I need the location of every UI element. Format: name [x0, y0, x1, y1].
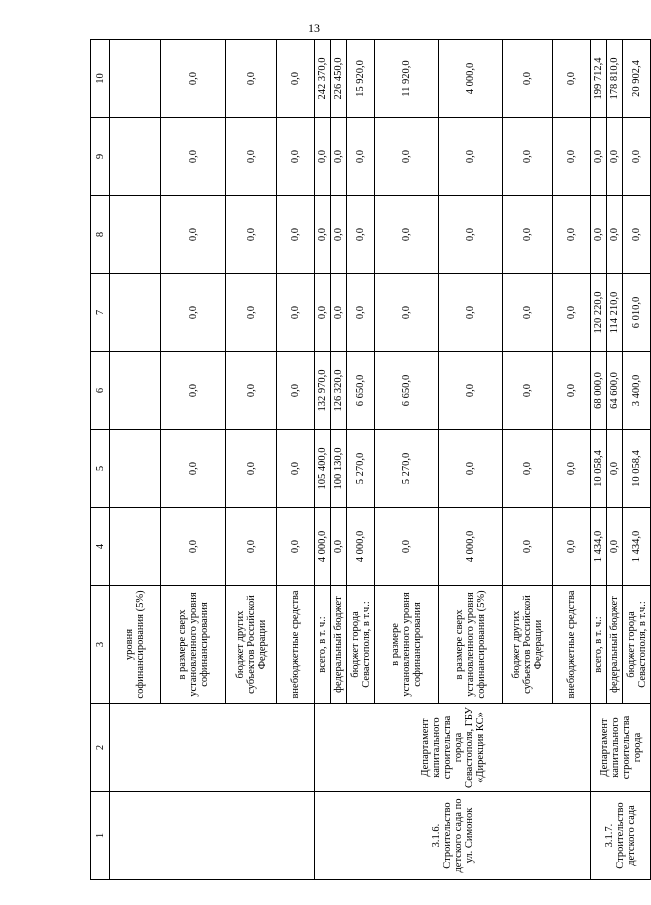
amount-cell: 0,0 [503, 430, 553, 508]
funding-source: бюджет других субъектов Российской Федерации [226, 586, 277, 704]
blank-cell [110, 704, 315, 792]
amount-cell: 0,0 [347, 274, 375, 352]
amount-cell: 0,0 [503, 274, 553, 352]
funding-source: в размере установленного уровня софинансирования [375, 586, 439, 704]
column-number: 4 [91, 508, 110, 586]
amount-cell: 105 400,0 [315, 430, 331, 508]
amount-cell: 0,0 [503, 118, 553, 196]
blank-cell [110, 792, 315, 880]
funding-source: федеральный бюджет [331, 586, 347, 704]
amount-cell: 1 434,0 [623, 508, 651, 586]
amount-cell: 0,0 [226, 40, 277, 118]
funding-source: бюджет города Севастополя, в т.ч.: [347, 586, 375, 704]
amount-cell: 0,0 [553, 196, 591, 274]
amount-cell: 0,0 [161, 274, 226, 352]
amount-cell: 199 712,4 [591, 40, 607, 118]
amount-cell: 0,0 [347, 196, 375, 274]
amount-cell: 6 650,0 [375, 352, 439, 430]
amount-cell: 0,0 [503, 40, 553, 118]
amount-cell [110, 274, 161, 352]
budget-table [90, 39, 651, 880]
amount-cell: 0,0 [375, 118, 439, 196]
column-number: 5 [91, 430, 110, 508]
amount-cell: 0,0 [226, 118, 277, 196]
amount-cell: 0,0 [553, 430, 591, 508]
amount-cell [110, 118, 161, 196]
amount-cell: 5 270,0 [347, 430, 375, 508]
funding-source: федеральный бюджет [607, 586, 623, 704]
amount-cell: 68 000,0 [591, 352, 607, 430]
amount-cell: 0,0 [553, 40, 591, 118]
amount-cell: 4 000,0 [439, 40, 503, 118]
amount-cell: 0,0 [161, 352, 226, 430]
column-number: 2 [91, 704, 110, 792]
amount-cell: 0,0 [607, 196, 623, 274]
measure-name: 3.1.6. Строительство детского сада по ул. Симонок [315, 792, 591, 880]
amount-cell [110, 430, 161, 508]
amount-cell: 0,0 [439, 118, 503, 196]
amount-cell: 0,0 [503, 352, 553, 430]
funding-source: бюджет других субъектов Российской Федерации [503, 586, 553, 704]
amount-cell: 242 370,0 [315, 40, 331, 118]
amount-cell: 0,0 [439, 274, 503, 352]
column-number: 7 [91, 274, 110, 352]
funding-source: внебюджетные средства [553, 586, 591, 704]
amount-cell: 4 000,0 [347, 508, 375, 586]
amount-cell: 10 058,4 [623, 430, 651, 508]
column-number: 9 [91, 118, 110, 196]
measure-name: 3.1.7. Строительство детского сада [591, 792, 651, 880]
funding-source: внебюджетные средства [277, 586, 315, 704]
amount-cell: 0,0 [347, 118, 375, 196]
amount-cell: 0,0 [226, 430, 277, 508]
amount-cell: 0,0 [623, 196, 651, 274]
amount-cell: 15 920,0 [347, 40, 375, 118]
amount-cell: 0,0 [277, 118, 315, 196]
amount-cell: 6 010,0 [623, 274, 651, 352]
amount-cell: 0,0 [277, 508, 315, 586]
amount-cell [110, 196, 161, 274]
amount-cell: 0,0 [375, 196, 439, 274]
amount-cell: 0,0 [277, 352, 315, 430]
amount-cell: 100 130,0 [331, 430, 347, 508]
column-number: 8 [91, 196, 110, 274]
amount-cell: 0,0 [226, 196, 277, 274]
executor-name: Департамент капитального строительства города Севастополя, ГБУ «Дирекция КС» [315, 704, 591, 792]
column-number: 1 [91, 792, 110, 880]
amount-cell: 64 600,0 [607, 352, 623, 430]
funding-source: в размере сверх установленного уровня софинансирования [161, 586, 226, 704]
amount-cell: 0,0 [226, 508, 277, 586]
amount-cell: 226 450,0 [331, 40, 347, 118]
table-row [315, 40, 331, 880]
amount-cell: 20 902,4 [623, 40, 651, 118]
amount-cell [110, 40, 161, 118]
amount-cell: 0,0 [161, 430, 226, 508]
funding-source: всего, в т. ч.: [591, 586, 607, 704]
amount-cell: 178 810,0 [607, 40, 623, 118]
amount-cell: 0,0 [331, 118, 347, 196]
amount-cell: 4 000,0 [315, 508, 331, 586]
amount-cell: 0,0 [439, 430, 503, 508]
table-row [591, 40, 607, 880]
amount-cell: 0,0 [277, 430, 315, 508]
funding-source: всего, в т. ч.: [315, 586, 331, 704]
page-number: 13 [308, 21, 320, 35]
amount-cell: 0,0 [607, 430, 623, 508]
rotated-table-container [90, 40, 648, 880]
table-row [110, 40, 161, 880]
amount-cell: 0,0 [623, 118, 651, 196]
column-number: 3 [91, 586, 110, 704]
amount-cell: 132 970,0 [315, 352, 331, 430]
column-number: 10 [91, 40, 110, 118]
amount-cell: 0,0 [331, 274, 347, 352]
amount-cell: 120 220,0 [591, 274, 607, 352]
amount-cell: 0,0 [553, 274, 591, 352]
amount-cell: 0,0 [161, 196, 226, 274]
amount-cell: 1 434,0 [591, 508, 607, 586]
table-body [110, 40, 651, 880]
amount-cell: 11 920,0 [375, 40, 439, 118]
funding-source: в размере сверх установленного уровня софинансирования (5%) [439, 586, 503, 704]
amount-cell: 0,0 [553, 118, 591, 196]
amount-cell: 0,0 [315, 118, 331, 196]
amount-cell: 0,0 [277, 40, 315, 118]
amount-cell: 0,0 [591, 118, 607, 196]
amount-cell: 0,0 [315, 274, 331, 352]
amount-cell: 0,0 [277, 274, 315, 352]
amount-cell: 0,0 [331, 508, 347, 586]
amount-cell: 0,0 [161, 118, 226, 196]
amount-cell: 6 650,0 [347, 352, 375, 430]
funding-source: уровня софинансирования (5%) [110, 586, 161, 704]
amount-cell: 0,0 [607, 118, 623, 196]
amount-cell: 0,0 [503, 508, 553, 586]
amount-cell [110, 352, 161, 430]
amount-cell: 0,0 [315, 196, 331, 274]
header-row [91, 40, 110, 880]
amount-cell: 0,0 [503, 196, 553, 274]
amount-cell: 0,0 [277, 196, 315, 274]
amount-cell: 0,0 [375, 274, 439, 352]
amount-cell: 0,0 [161, 40, 226, 118]
column-number: 6 [91, 352, 110, 430]
executor-name: Департамент капитального строительства города [591, 704, 651, 792]
amount-cell: 0,0 [591, 196, 607, 274]
funding-source: бюджет города Севастополя, в т.ч.: [623, 586, 651, 704]
amount-cell: 0,0 [553, 352, 591, 430]
amount-cell: 0,0 [226, 274, 277, 352]
amount-cell: 4 000,0 [439, 508, 503, 586]
amount-cell: 0,0 [553, 508, 591, 586]
amount-cell: 114 210,0 [607, 274, 623, 352]
amount-cell: 3 400,0 [623, 352, 651, 430]
amount-cell: 5 270,0 [375, 430, 439, 508]
amount-cell: 0,0 [331, 196, 347, 274]
amount-cell: 0,0 [439, 352, 503, 430]
amount-cell: 0,0 [375, 508, 439, 586]
amount-cell [110, 508, 161, 586]
amount-cell: 0,0 [226, 352, 277, 430]
amount-cell: 0,0 [439, 196, 503, 274]
amount-cell: 0,0 [161, 508, 226, 586]
amount-cell: 126 320,0 [331, 352, 347, 430]
amount-cell: 0,0 [607, 508, 623, 586]
amount-cell: 10 058,4 [591, 430, 607, 508]
